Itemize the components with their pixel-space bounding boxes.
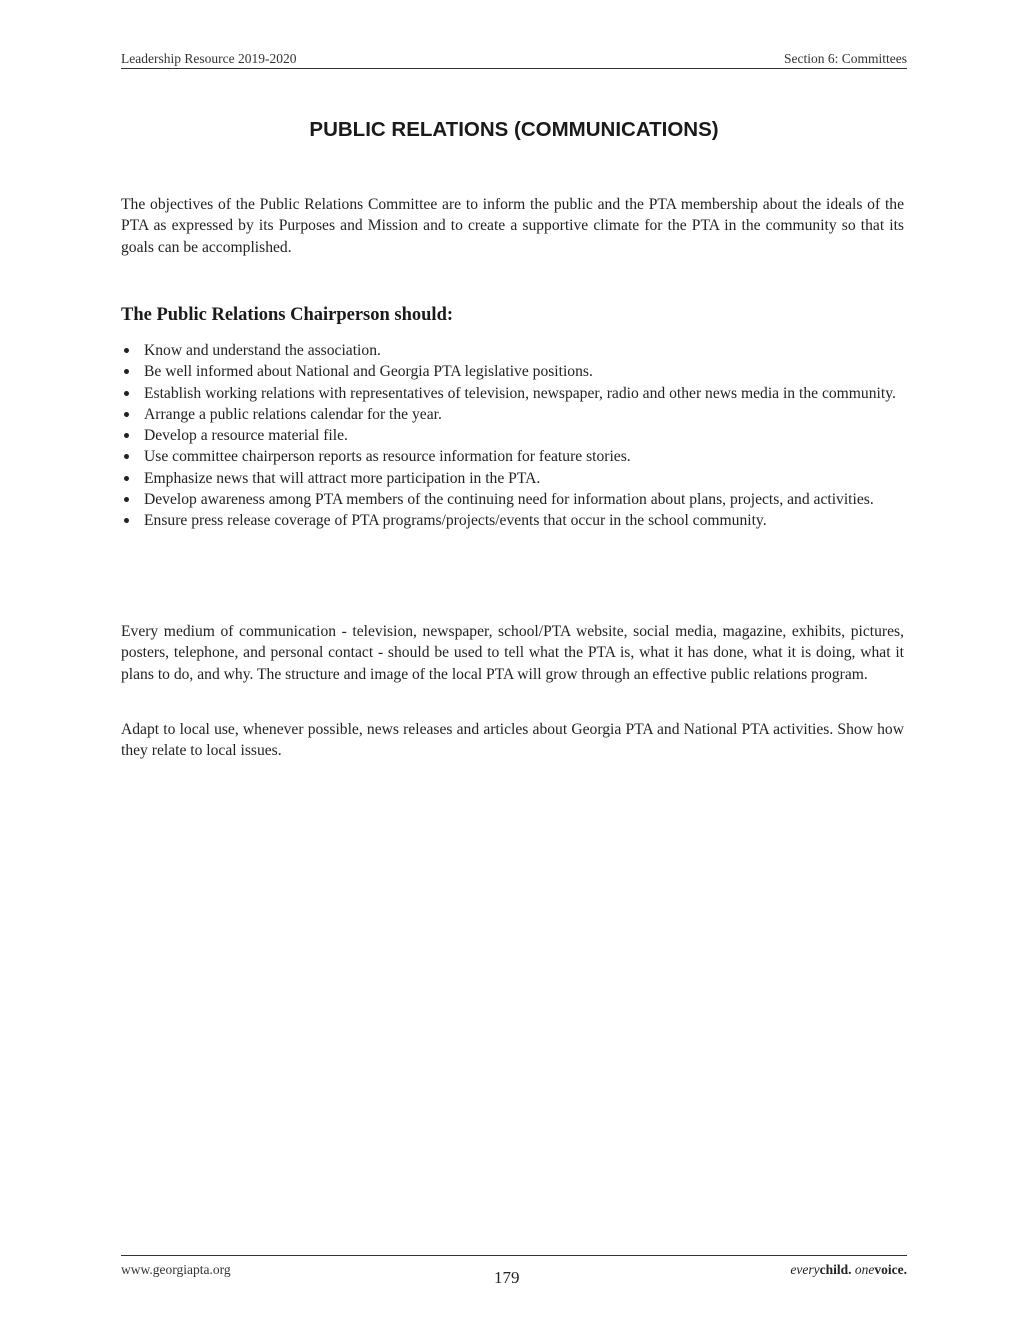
list-item: Ensure press release coverage of PTA programs/projects/events that occur in the school community. — [121, 510, 904, 531]
list-item: Develop a resource material file. — [121, 425, 904, 446]
media-paragraph: Every medium of communication - television, newspaper, school/PTA website, social media, magazine, exhibits, pictures, posters, telephone, and personal contact - should be used to tell what the PTA is, what it has done, what it is doing, what it plans to do, and why. The structure and image of the local PTA will grow through an effective public relations program. — [121, 623, 904, 683]
list-item: Arrange a public relations calendar for the year. — [121, 404, 904, 425]
chairperson-duties-list — [121, 340, 904, 532]
header-section-label: Section 6: Committees — [784, 51, 907, 66]
page-title: PUBLIC RELATIONS (COMMUNICATIONS) — [309, 118, 719, 141]
bullet-icon — [124, 518, 129, 523]
bullet-icon — [124, 454, 129, 459]
adapt-paragraph: Adapt to local use, whenever possible, news releases and articles about Georgia PTA and National PTA activities. Show how they relate to local issues. — [121, 721, 904, 760]
footer-divider — [121, 1255, 907, 1256]
bullet-icon — [124, 433, 129, 438]
page-header — [121, 50, 907, 69]
list-item: Be well informed about National and Georgia PTA legislative positions. — [121, 361, 904, 382]
bullet-icon — [124, 476, 129, 481]
header-document-title: Leadership Resource 2019-2020 — [121, 51, 297, 66]
bullet-icon — [124, 497, 129, 502]
list-item: Develop awareness among PTA members of the continuing need for information about plans, projects, and activities. — [121, 489, 904, 510]
bullet-icon — [124, 391, 129, 396]
footer-website-link[interactable]: www.georgiapta.org — [121, 1262, 231, 1277]
list-item: Use committee chairperson reports as resource information for feature stories. — [121, 446, 904, 467]
chairperson-heading: The Public Relations Chairperson should: — [121, 305, 454, 325]
list-item: Know and understand the association. — [121, 340, 904, 361]
list-item: Emphasize news that will attract more participation in the PTA. — [121, 468, 904, 489]
list-item: Establish working relations with representatives of television, newspaper, radio and other news media in the community. — [121, 383, 904, 404]
intro-paragraph: The objectives of the Public Relations Committee are to inform the public and the PTA membership about the ideals of the PTA as expressed by its Purposes and Mission and to create a supportive climate for the PTA in the community so that its goals can be accomplished. — [121, 196, 904, 256]
page-number: 179 — [494, 1268, 520, 1287]
bullet-icon — [124, 348, 129, 353]
bullet-icon — [124, 369, 129, 374]
footer-tagline: everychild. onevoice. — [790, 1262, 907, 1277]
bullet-icon — [124, 412, 129, 417]
